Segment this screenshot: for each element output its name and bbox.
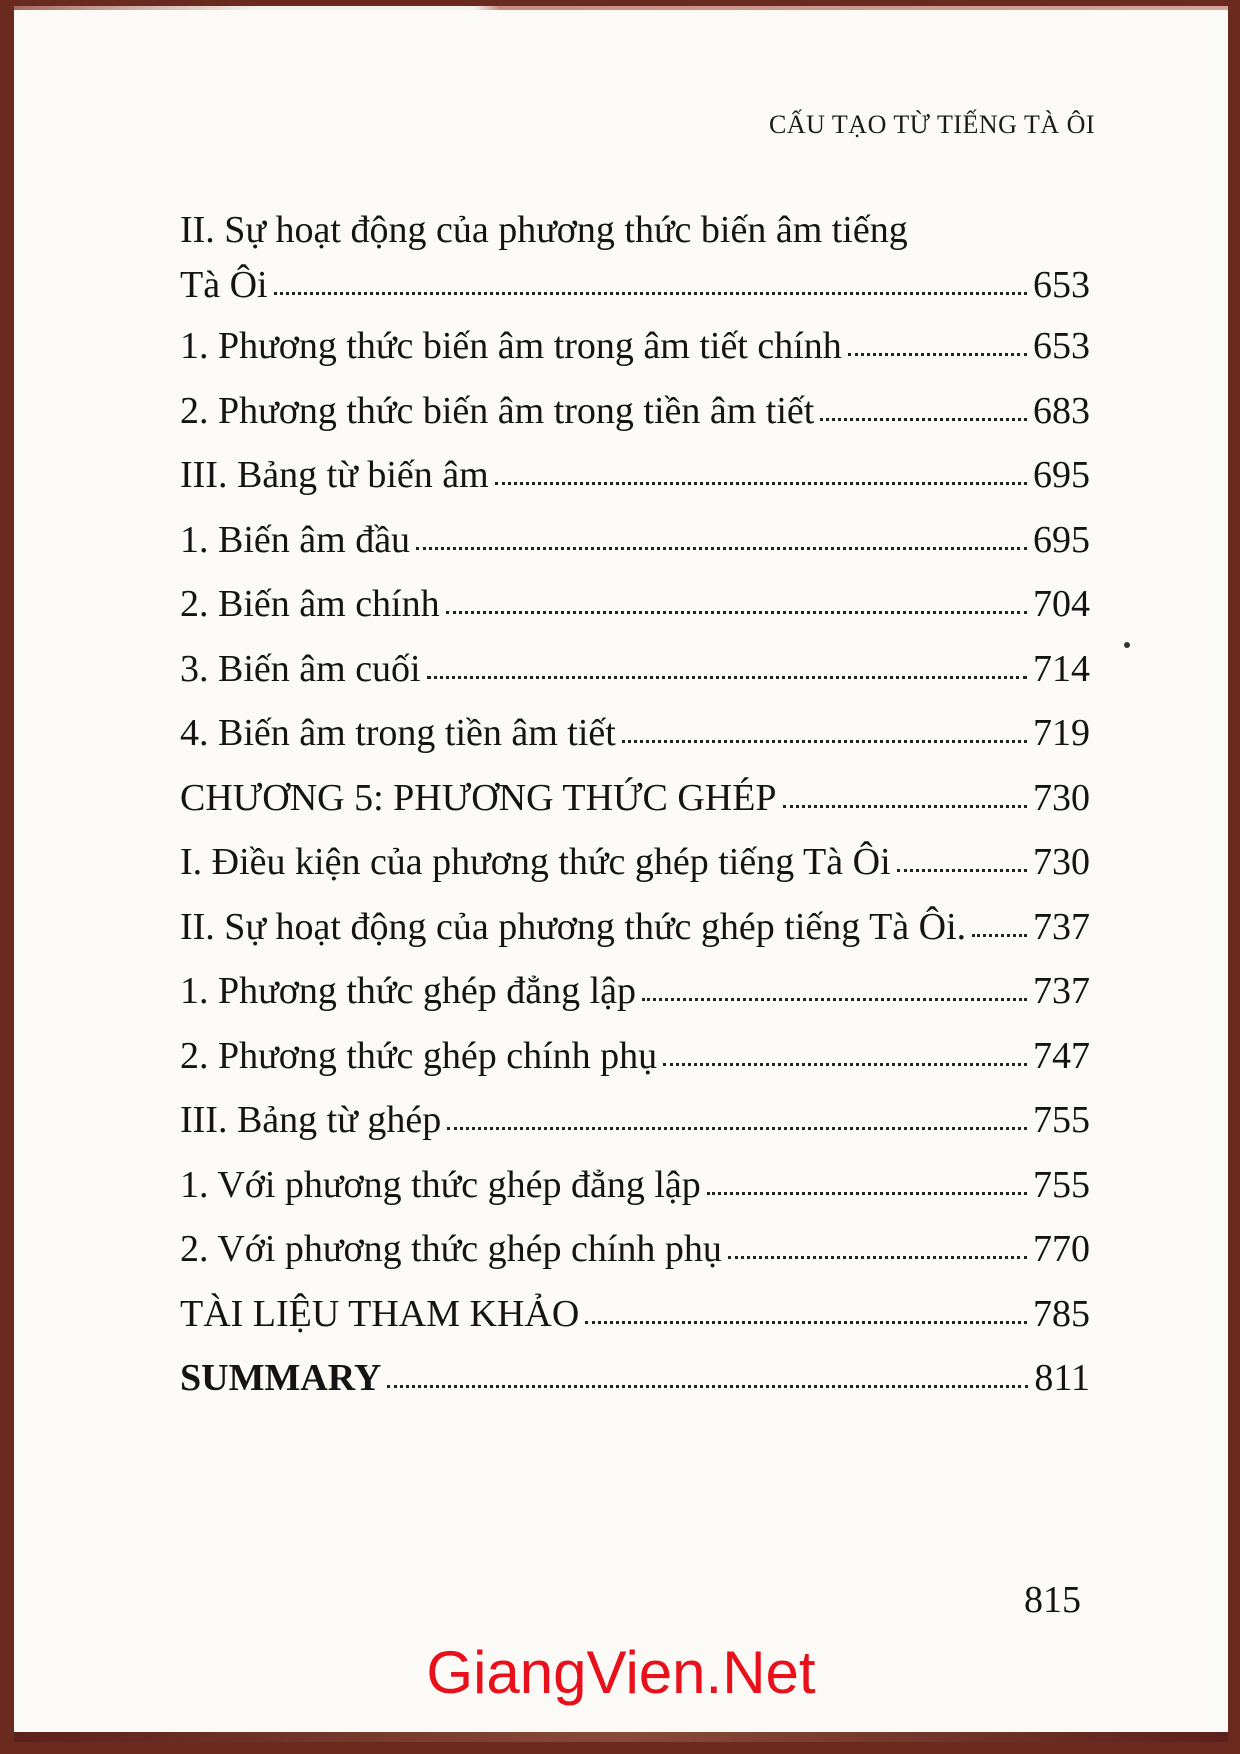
toc-entry-label: III. Bảng từ ghép [180,1099,442,1141]
toc-entry-label: 2. Với phương thức ghép chính phụ [180,1228,722,1270]
toc-entry-page: 719 [1033,712,1090,754]
toc-entry-label: Tà Ôi [180,264,268,306]
toc-entry [180,766,1090,831]
toc-entry [180,959,1090,1024]
toc-entry [180,443,1090,508]
toc-entry-page: 653 [1033,325,1090,367]
toc-entry [180,379,1090,444]
toc-leader-dots [447,1117,1027,1130]
toc-leader-dots [585,1311,1027,1324]
toc-entry [180,1217,1090,1282]
toc-entry [180,701,1090,766]
toc-entry [180,1088,1090,1153]
toc-entry-page: 755 [1033,1163,1090,1206]
scan-speck [1124,642,1130,648]
toc-leader-dots [728,1246,1027,1259]
top-edge-strip [14,6,1228,10]
toc-entry-page: 653 [1033,264,1090,306]
toc-leader-dots [848,343,1027,356]
toc-entry-label: TÀI LIỆU THAM KHẢO [180,1292,580,1335]
toc-leader-dots [663,1053,1027,1066]
toc-leader-dots [387,1375,1028,1388]
toc-entry [180,637,1090,702]
page-number: 815 [1024,1579,1081,1621]
toc-entry-label: SUMMARY [180,1357,382,1399]
toc-entry [180,508,1090,573]
toc-leader-dots [427,666,1027,679]
toc-entry-page: 755 [1033,1099,1090,1141]
toc-entry-label: 1. Biến âm đầu [180,518,411,561]
toc-leader-dots [622,730,1027,743]
toc-entry-page: 737 [1033,970,1090,1012]
toc-entry-label: 1. Phương thức ghép đẳng lập [180,970,636,1012]
toc-leader-dots [416,537,1027,550]
toc-entry-page: 737 [1033,905,1090,948]
toc-entry [180,256,1090,314]
toc-entry-label: 2. Phương thức biến âm trong tiền âm tiết [180,389,815,432]
toc-entry-label: 4. Biến âm trong tiền âm tiết [180,712,616,754]
toc-entry-label: 3. Biến âm cuối [180,647,421,690]
toc-entry-page: 747 [1033,1034,1090,1077]
table-of-contents [180,204,1090,1411]
toc-leader-dots [972,924,1027,937]
toc-entry-label: II. Sự hoạt động của phương thức ghép tiếng Tà Ôi. [180,905,967,948]
watermark-text: GiangVien.Net [426,1639,816,1706]
toc-entry-page: 770 [1033,1228,1090,1270]
toc-entry [180,572,1090,637]
toc-leader-dots [642,988,1027,1001]
toc-entry [180,204,1090,256]
toc-leader-dots [274,282,1027,295]
toc-entry-label: III. Bảng từ biến âm [180,454,489,496]
toc-leader-dots [446,601,1027,614]
book-page [14,6,1228,1742]
toc-entry-page: 785 [1033,1292,1090,1335]
toc-entry-label: I. Điều kiện của phương thức ghép tiếng Tà Ôi [180,841,891,883]
toc-entry-page: 695 [1033,454,1090,496]
toc-entry-page: 730 [1033,841,1090,883]
toc-entry [180,1346,1090,1411]
toc-leader-dots [783,795,1027,808]
toc-entry-label: 2. Biến âm chính [180,583,440,625]
toc-leader-dots [897,859,1027,872]
toc-entry [180,314,1090,379]
running-header: CẤU TẠO TỪ TIẾNG TÀ ÔI [769,110,1096,139]
toc-entry [180,1282,1090,1347]
toc-entry-label: 2. Phương thức ghép chính phụ [180,1034,658,1077]
toc-entry-label: CHƯƠNG 5: PHƯƠNG THỨC GHÉP [180,776,777,819]
toc-entry-page: 730 [1033,776,1090,819]
toc-entry-page: 811 [1034,1357,1090,1399]
toc-entry-label: 1. Với phương thức ghép đẳng lập [180,1163,701,1206]
toc-entry-label: 1. Phương thức biến âm trong âm tiết chính [180,325,842,367]
toc-leader-dots [495,472,1027,485]
bottom-edge-strip [14,1732,1228,1742]
toc-entry [180,895,1090,960]
toc-entry-label: II. Sự hoạt động của phương thức biến âm tiếng [180,209,908,251]
toc-entry [180,1153,1090,1218]
toc-entry-page: 704 [1033,583,1090,625]
toc-entry [180,1024,1090,1089]
toc-entry-page: 714 [1033,647,1090,690]
toc-entry [180,830,1090,895]
toc-leader-dots [707,1182,1027,1195]
toc-entry-page: 695 [1033,518,1090,561]
toc-leader-dots [820,408,1027,421]
toc-entry-page: 683 [1033,389,1090,432]
